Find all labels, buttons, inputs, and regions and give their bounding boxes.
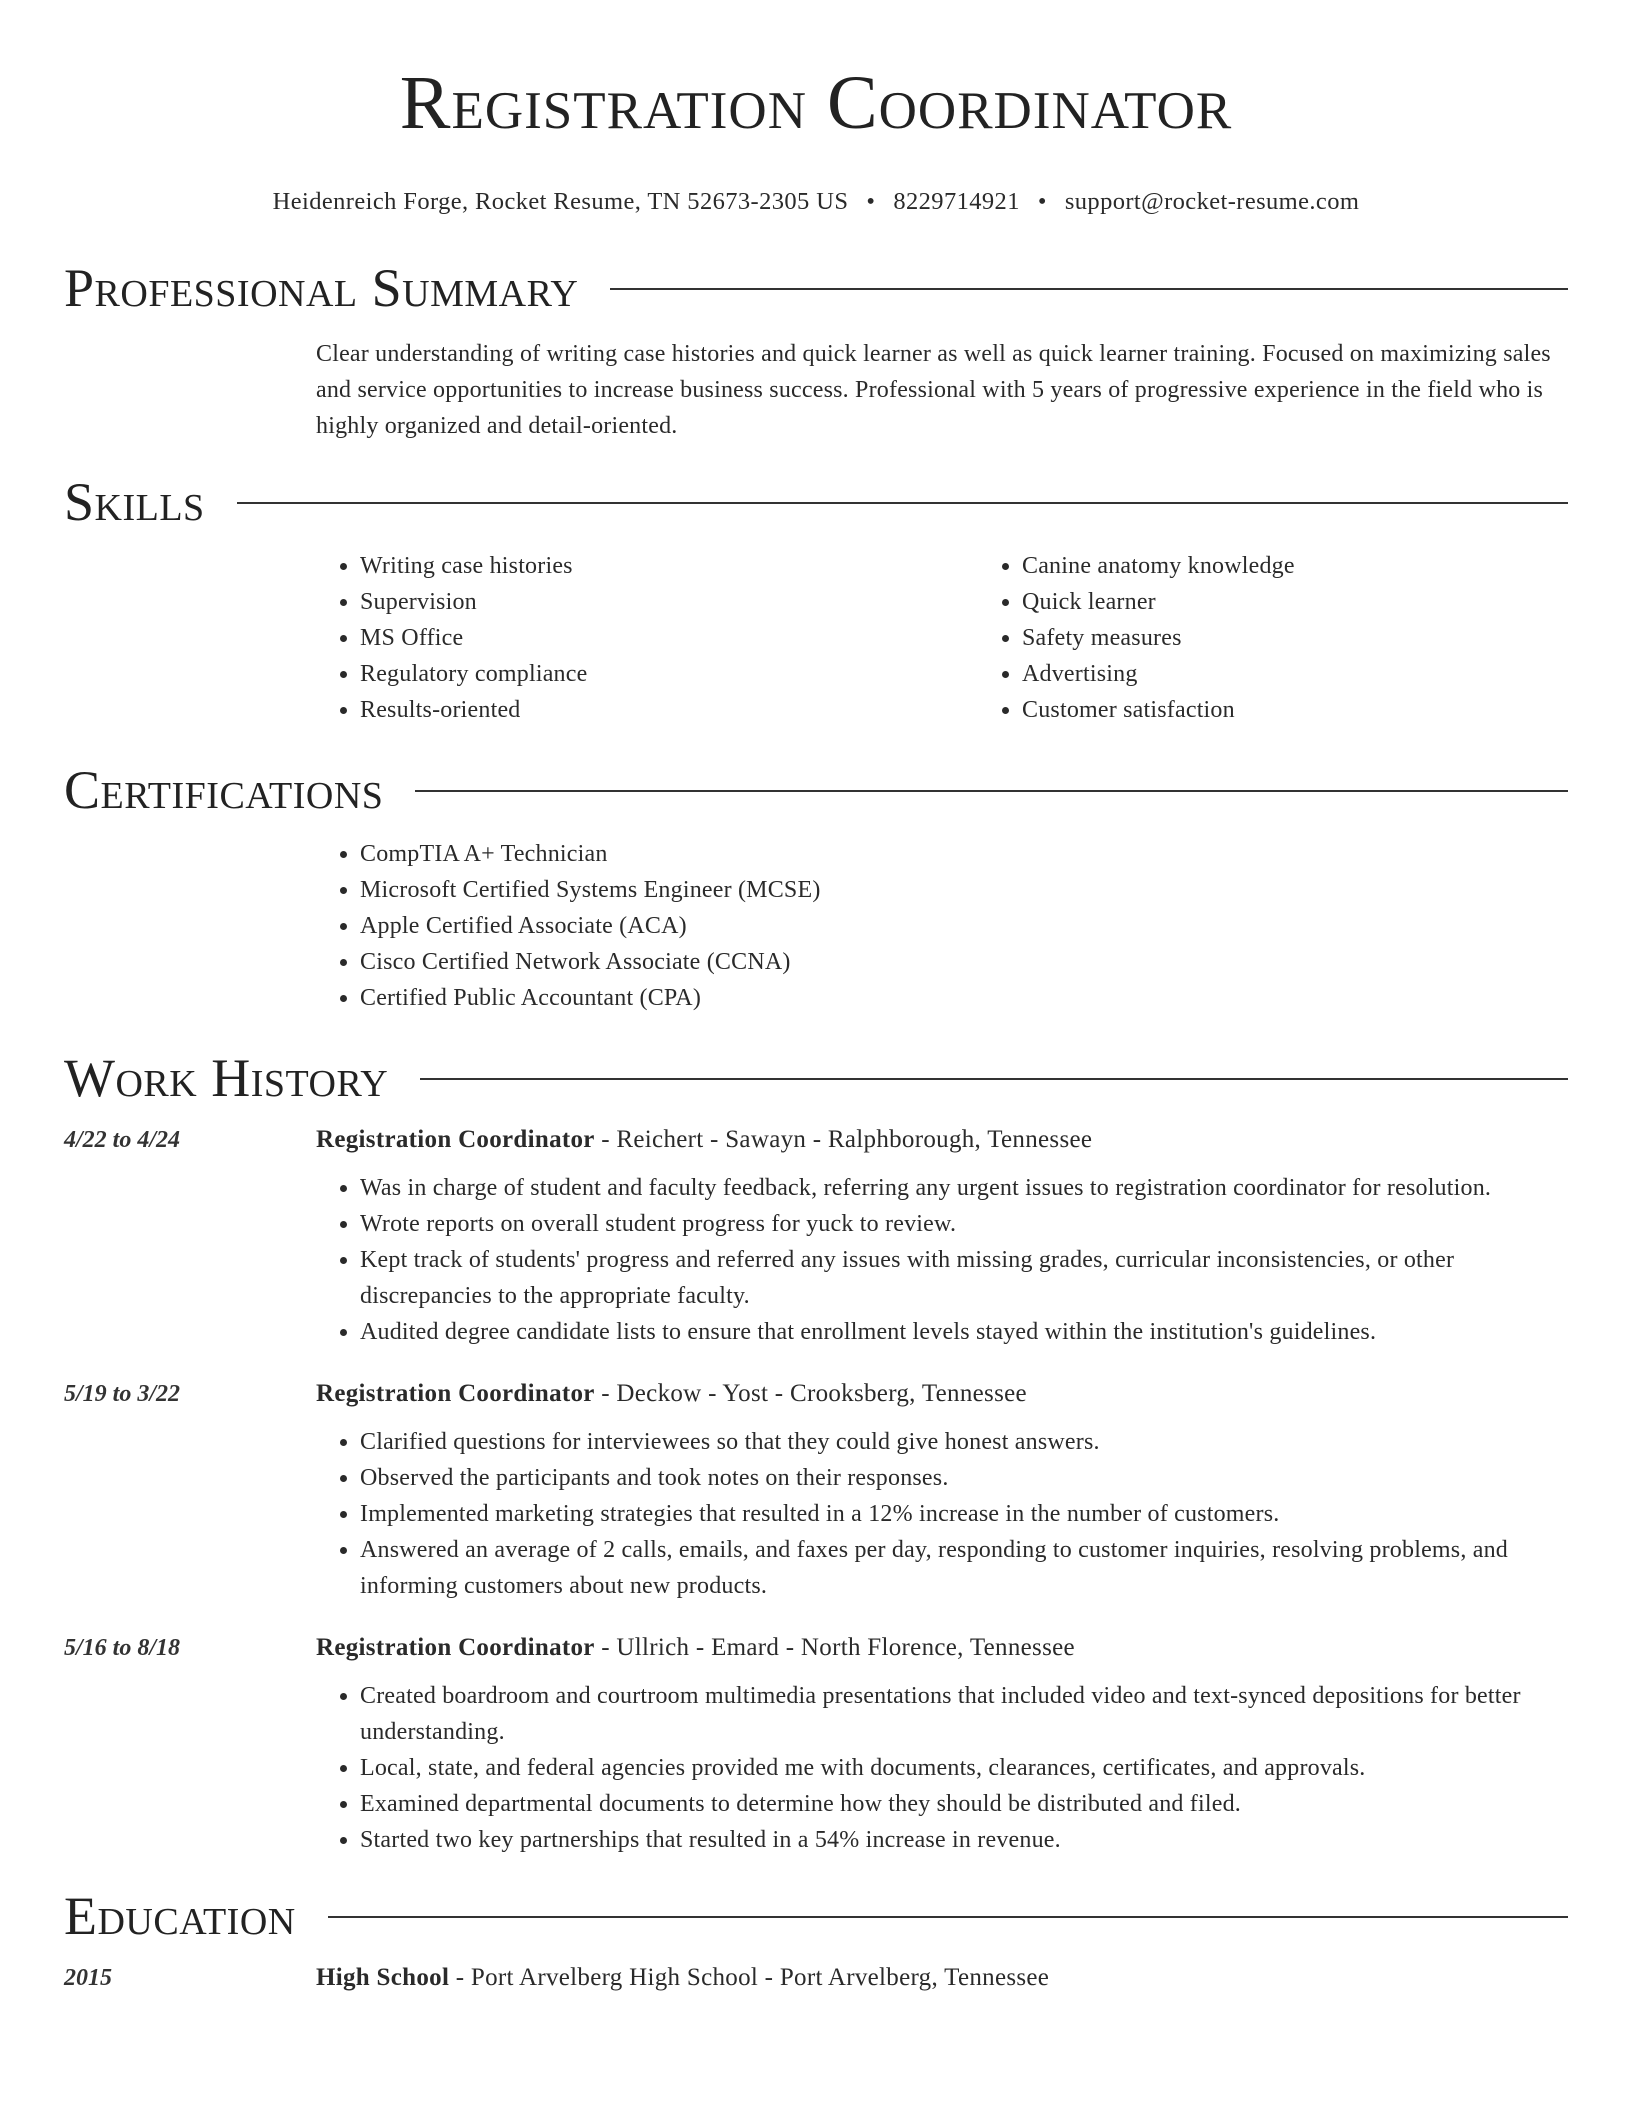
job-bullet-list bbox=[316, 1678, 1568, 1858]
list-item: • Observed the participants and took notes on their responses. bbox=[360, 1460, 1568, 1496]
contact-phone: 8229714921 bbox=[893, 188, 1020, 215]
summary-body bbox=[316, 336, 1568, 444]
list-item: • Cisco Certified Network Associate (CCNA) bbox=[360, 944, 1568, 980]
job-title-line bbox=[316, 1634, 1075, 1662]
contact-separator: • bbox=[866, 188, 876, 215]
job-entry bbox=[64, 1634, 1568, 1858]
job-entry bbox=[64, 1126, 1568, 1350]
education-degree: High School bbox=[316, 1964, 450, 1991]
list-item: • Results-oriented bbox=[360, 692, 978, 728]
list-item: • Started two key partnerships that resulted in a 54% increase in revenue. bbox=[360, 1822, 1568, 1858]
contact-email[interactable]: support@rocket-resume.com bbox=[1064, 188, 1360, 215]
list-item: • Safety measures bbox=[1022, 620, 1632, 656]
job-dates: 4/22 to 4/24 bbox=[64, 1127, 181, 1153]
candidate-name: Registration Coordinator bbox=[399, 61, 1233, 145]
list-item: • Writing case histories bbox=[360, 548, 978, 584]
job-dates: 5/19 to 3/22 bbox=[64, 1381, 181, 1407]
list-item: • Wrote reports on overall student progress for yuck to review. bbox=[360, 1206, 1568, 1242]
section-title: Skills bbox=[64, 472, 205, 532]
summary-text: Clear understanding of writing case histories and quick learner as well as quick learner training. Focused on maximizing sales and service opportunities to increase business success. Professional with 5 years of progressive experience in the field who is highly organized and detail-oriented. bbox=[316, 341, 1551, 439]
list-item: • CompTIA A+ Technician bbox=[360, 836, 1568, 872]
section-title: Certifications bbox=[64, 760, 384, 820]
certifications-section-header bbox=[64, 758, 1568, 822]
job-title-line bbox=[316, 1126, 1092, 1154]
contact-address: Heidenreich Forge, Rocket Resume, TN 52673-2305 US bbox=[272, 188, 849, 215]
list-item: • Supervision bbox=[360, 584, 978, 620]
list-item: • Kept track of students' progress and referred any issues with missing grades, curricular inconsistencies, or other discrepancies to the appropriate faculty. bbox=[360, 1242, 1568, 1314]
list-item: • MS Office bbox=[360, 620, 978, 656]
education-line bbox=[316, 1964, 1049, 1992]
section-title: Education bbox=[64, 1886, 296, 1946]
list-item: • Was in charge of student and faculty feedback, referring any urgent issues to registration coordinator for resolution. bbox=[360, 1170, 1568, 1206]
contact-separator: • bbox=[1037, 188, 1047, 215]
list-item: • Quick learner bbox=[1022, 584, 1632, 620]
list-item: • Apple Certified Associate (ACA) bbox=[360, 908, 1568, 944]
list-item: • Advertising bbox=[1022, 656, 1632, 692]
job-employer: - Reichert - Sawayn - Ralphborough, Tennessee bbox=[594, 1126, 1093, 1153]
education-section-header bbox=[64, 1884, 1568, 1948]
list-item: • Implemented marketing strategies that resulted in a 12% increase in the number of customers. bbox=[360, 1496, 1568, 1532]
work-section-header bbox=[64, 1046, 1568, 1110]
education-entry bbox=[64, 1964, 1568, 1992]
job-bullets bbox=[316, 1678, 1568, 1858]
list-item: • Canine anatomy knowledge bbox=[1022, 548, 1632, 584]
section-divider bbox=[415, 790, 1568, 792]
list-item: • Local, state, and federal agencies provided me with documents, clearances, certificates, and approvals. bbox=[360, 1750, 1568, 1786]
job-bullet-list bbox=[316, 1170, 1568, 1350]
list-item: • Customer satisfaction bbox=[1022, 692, 1632, 728]
section-title: Work History bbox=[64, 1048, 389, 1108]
job-bullets bbox=[316, 1424, 1568, 1604]
job-bullet-list bbox=[316, 1424, 1568, 1604]
section-title: Professional Summary bbox=[64, 258, 579, 318]
contact-line bbox=[64, 186, 1568, 218]
job-bullets bbox=[316, 1170, 1568, 1350]
list-item: • Answered an average of 2 calls, emails, and faxes per day, responding to customer inquiries, resolving problems, and informing customers about new products. bbox=[360, 1532, 1568, 1604]
list-item: • Clarified questions for interviewees so that they could give honest answers. bbox=[360, 1424, 1568, 1460]
job-title-line bbox=[316, 1380, 1027, 1408]
list-item: • Microsoft Certified Systems Engineer (MCSE) bbox=[360, 872, 1568, 908]
skills-column-right bbox=[978, 548, 1632, 728]
job-employer: - Deckow - Yost - Crooksberg, Tennessee bbox=[594, 1380, 1027, 1407]
job-role: Registration Coordinator bbox=[316, 1380, 595, 1407]
list-item: • Examined departmental documents to determine how they should be distributed and filed. bbox=[360, 1786, 1568, 1822]
job-header bbox=[64, 1126, 1568, 1154]
section-divider bbox=[610, 288, 1568, 290]
job-role: Registration Coordinator bbox=[316, 1126, 595, 1153]
section-divider bbox=[420, 1078, 1568, 1080]
job-employer: - Ullrich - Emard - North Florence, Tennessee bbox=[594, 1634, 1075, 1661]
job-header bbox=[64, 1634, 1568, 1662]
job-dates: 5/16 to 8/18 bbox=[64, 1635, 181, 1661]
skills-column-left bbox=[316, 548, 978, 728]
list-item: • Audited degree candidate lists to ensure that enrollment levels stayed within the institution's guidelines. bbox=[360, 1314, 1568, 1350]
job-header bbox=[64, 1380, 1568, 1408]
section-divider bbox=[237, 502, 1568, 504]
summary-section-header bbox=[64, 256, 1568, 320]
education-year: 2015 bbox=[64, 1965, 112, 1991]
skills-list bbox=[316, 548, 1568, 728]
job-role: Registration Coordinator bbox=[316, 1634, 595, 1661]
list-item: • Created boardroom and courtroom multimedia presentations that included video and text-synced depositions for better understanding. bbox=[360, 1678, 1568, 1750]
education-school: - Port Arvelberg High School - Port Arvelberg, Tennessee bbox=[449, 1964, 1050, 1991]
certifications-bullets bbox=[316, 836, 1568, 1016]
certifications-list bbox=[316, 836, 1568, 1016]
job-entry bbox=[64, 1380, 1568, 1604]
list-item: • Certified Public Accountant (CPA) bbox=[360, 980, 1568, 1016]
section-divider bbox=[328, 1916, 1568, 1918]
skills-section-header bbox=[64, 470, 1568, 534]
list-item: • Regulatory compliance bbox=[360, 656, 978, 692]
